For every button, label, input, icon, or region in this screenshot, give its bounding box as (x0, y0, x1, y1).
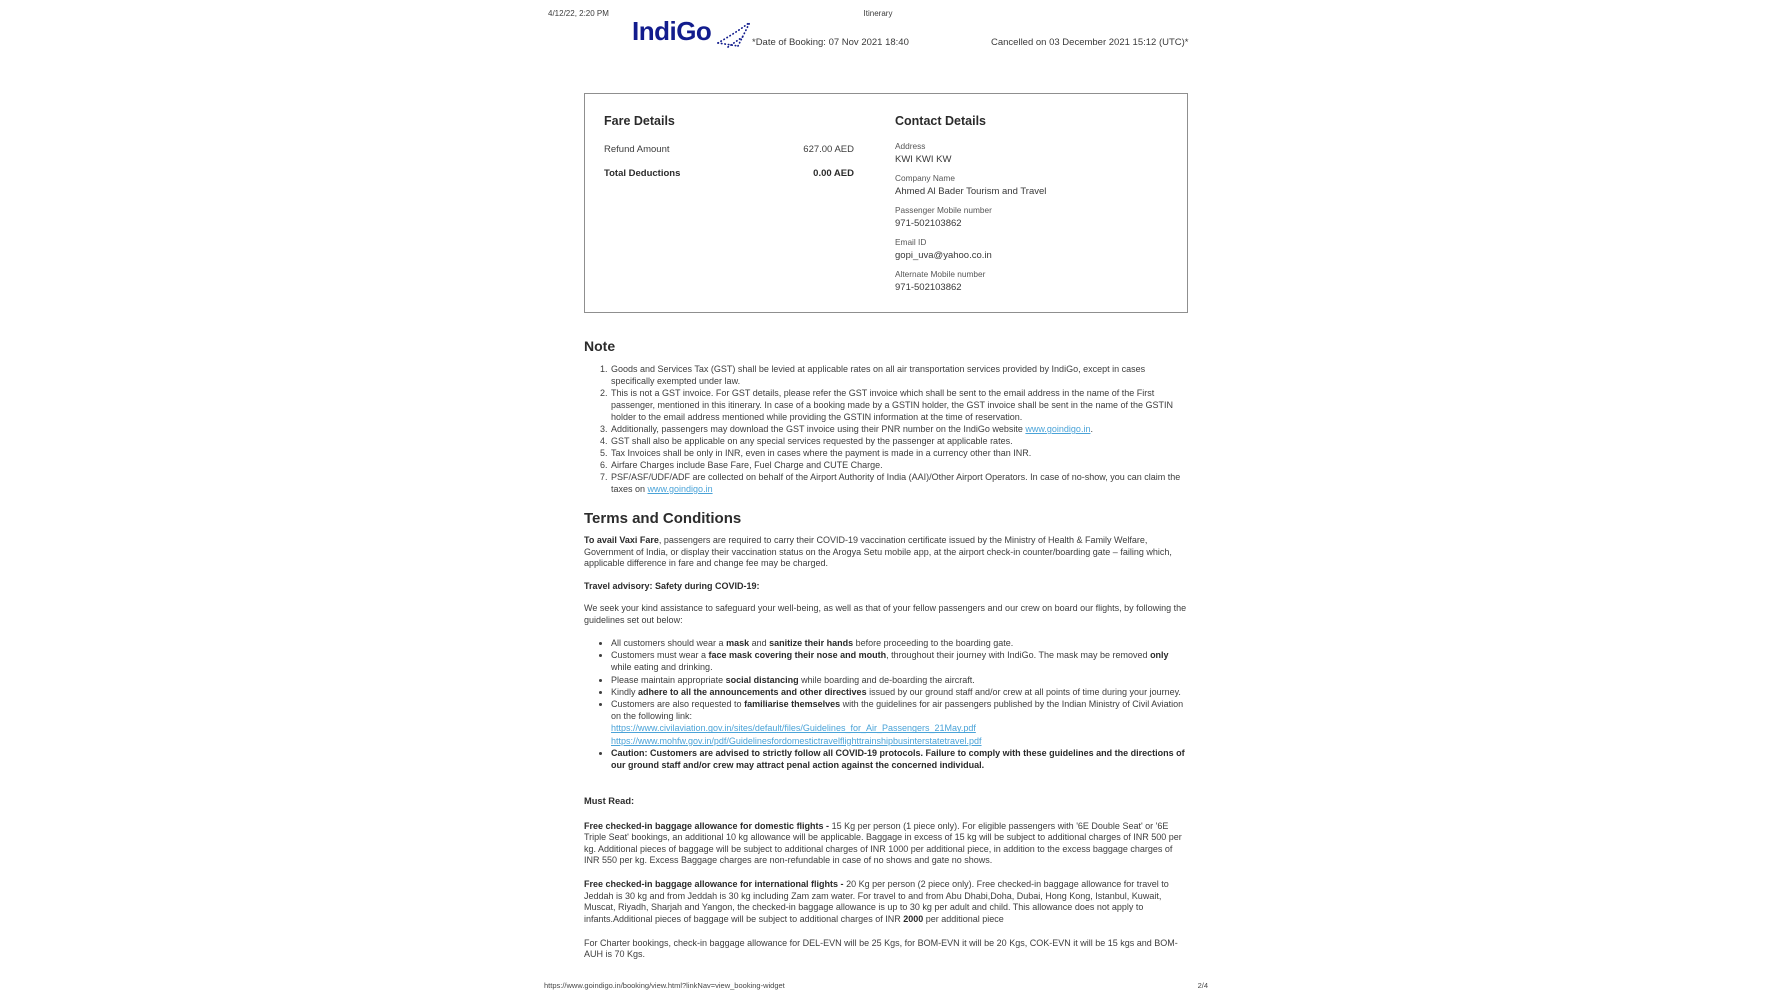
fare-row-value: 0.00 AED (813, 168, 854, 179)
cancelled-status: Cancelled on 03 December 2021 15:12 (UTC)* (991, 37, 1189, 48)
print-footer (544, 981, 1208, 990)
covid-guideline-item (611, 674, 1188, 686)
must-read-heading: Must Read: (584, 796, 635, 807)
text-segment: Additionally, passengers may download the GST invoice using their PNR number on the IndiGo website (611, 424, 1026, 434)
text-segment: , passengers are required to carry their COVID-19 vaccination certificate issued by the Ministry of Health & Family Welfare, Government of India, or display their vaccination status on the Arogya Setu mobile app, at the airport check-in counter/boarding gate – failing which, applicable difference in fare and change fee may be charged. (584, 535, 1172, 568)
text-segment: All customers should wear a (611, 638, 727, 648)
contact-field-label: Alternate Mobile number (895, 269, 986, 279)
text-segment: To avail Vaxi Fare (584, 535, 659, 545)
text-segment: issued by our ground staff and/or crew at all points of time during your journey. (866, 686, 1181, 697)
note-item (610, 471, 1188, 495)
text-segment: Customers must wear a (611, 650, 709, 661)
itinerary-header (548, 16, 1208, 56)
text-segment: Caution: Customers are advised to strictly follow all COVID-19 protocols. Failure to comply with these guidelines and the directions of our ground staff and/or crew may attract penal action against the concerned individual. (611, 747, 1185, 771)
contact-field-value: gopi_uva@yahoo.co.in (895, 249, 992, 261)
contact-field (895, 173, 1170, 197)
print-page (544, 0, 1208, 1000)
baggage-allowance-paragraphs (584, 821, 1188, 961)
text-segment: Please maintain appropriate (611, 674, 726, 685)
text-segment: 15 Kg per person (1 piece only). For eligible passengers with '6E Double Seat' or '6E Triple Seat' bookings, an additional 10 kg allowance will be applicable. Baggage in excess of 15 kg will be subject to additional charges of INR 500 per kg. Additional pieces of baggage will be subject to additional charges of INR 1000 per additional piece, in addition to the excess baggage charges of INR 550 per kg. Excess Baggage charges are non-refundable in case of no shows and gate no shows. (584, 820, 1182, 865)
footer-url: https://www.goindigo.in/booking/view.html?linkNav=view_booking-widget (544, 981, 785, 990)
covid-guideline-item (611, 747, 1188, 771)
text-segment: only (1150, 650, 1169, 661)
text-segment: GST shall also be applicable on any special services requested by the passenger at applicable rates. (611, 436, 1013, 446)
note-item (610, 459, 1188, 471)
text-segment: per additional piece (923, 913, 1004, 924)
contact-field-label: Passenger Mobile number (895, 205, 992, 215)
covid-guideline-item (611, 637, 1188, 649)
text-segment: 20 Kg per person (2 piece only). Free checked-in baggage allowance for travel to Jeddah is 30 kg and from Jeddah is 30 kg including Zam zam water. For travel to and from Abu Dhabi,Doha, Dubai, Hong Kong, Istanbul, Kuwait, Muscat, Riyadh, Sharjah and Yangon, the checked-in baggage allowance is up to 30 kg per adult and child. This allowance does not apply to infants.Additional pieces of baggage will be subject to additional charges of INR (584, 879, 1169, 924)
text-segment: before proceeding to the boarding gate. (853, 638, 1014, 648)
text-segment: Tax Invoices shall be only in INR, even in cases where the payment is made in a currency other than INR. (611, 448, 1032, 458)
text-segment: Free checked-in baggage allowance for domestic flights - (584, 820, 832, 831)
note-item (610, 423, 1188, 435)
contact-field-value: 971-502103862 (895, 217, 962, 229)
advisory-intro: We seek your kind assistance to safeguard your well-being, as well as that of your fellow passengers and our crew on board our flights, by following the guidelines set out below: (584, 603, 1187, 625)
text-segment: Free checked-in baggage allowance for international flights - (584, 879, 847, 890)
text-segment: . (1090, 424, 1093, 434)
contact-details-section (895, 114, 1170, 301)
travel-advisory-heading: Travel advisory: Safety during COVID-19: (584, 580, 760, 591)
contact-details-title: Contact Details (895, 114, 986, 128)
text-segment: and (749, 638, 770, 648)
text-segment: This is not a GST invoice. For GST details, please refer the GST invoice which shall be sent to the email address in the name of the First passenger, mentioned in this itinerary. In case of a booking made by a GSTIN holder, the GST invoice shall be sent in the name of the GSTIN holder to the email address mentioned while providing the GSTIN information at the time of reservation. (611, 388, 1173, 422)
text-segment: while boarding and de-boarding the aircraft. (798, 674, 975, 685)
indigo-logo (632, 16, 759, 55)
baggage-paragraph (584, 938, 1188, 961)
text-segment: , throughout their journey with IndiGo. The mask may be removed (886, 650, 1151, 661)
terms-title: Terms and Conditions (584, 510, 742, 527)
text-segment: while eating and drinking. (611, 662, 713, 673)
contact-field-label: Email ID (895, 237, 927, 247)
covid-guideline-item (611, 686, 1188, 698)
covid-guidelines-list (584, 637, 1188, 771)
text-segment: sanitize their hands (769, 638, 854, 648)
text-segment: 2000 (903, 913, 924, 924)
text-segment: social distancing (725, 674, 799, 685)
fare-row (604, 144, 854, 155)
fare-row-value: 627.00 AED (803, 144, 854, 155)
text-segment: face mask covering their nose and mouth (708, 650, 887, 661)
note-item (610, 447, 1188, 459)
contact-field-value: 971-502103862 (895, 281, 962, 293)
baggage-paragraph (584, 821, 1188, 867)
vaxi-fare-paragraph (584, 535, 1188, 570)
inline-link[interactable]: https://www.mohfw.gov.in/pdf/Guidelinesfordomestictravelflighttrainshipbusinterstatetravel.pdf (611, 735, 982, 746)
note-list (584, 363, 1188, 495)
text-segment: mask (726, 638, 750, 648)
text-segment: For Charter bookings, check-in baggage allowance for DEL-EVN will be 25 Kgs, for BOM-EVN it will be 20 Kgs, COK-EVN it will be 15 kgs and BOM-AUH is 70 Kgs. (584, 937, 1178, 960)
fare-details-section (604, 114, 854, 192)
booking-date: *Date of Booking: 07 Nov 2021 18:40 (752, 37, 909, 48)
contact-fields (895, 141, 1170, 293)
contact-field-label: Company Name (895, 173, 955, 183)
baggage-paragraph (584, 879, 1188, 925)
note-item (610, 435, 1188, 447)
contact-field (895, 237, 1170, 261)
inline-link[interactable]: www.goindigo.in (1025, 424, 1091, 434)
text-segment: Customers are also requested to (611, 699, 745, 710)
covid-guideline-item (611, 698, 1188, 747)
text-segment: Goods and Services Tax (GST) shall be levied at applicable rates on all air transportation services provided by IndiGo, except in cases specifically exempted under law. (611, 364, 1146, 386)
note-item (610, 387, 1188, 423)
contact-field (895, 141, 1170, 165)
contact-field (895, 205, 1170, 229)
contact-field-value: KWI KWI KW (895, 153, 952, 165)
fare-rows (604, 144, 854, 179)
text-segment: with the guidelines for air passengers published by the Indian Ministry of Civil Aviation on the following link: (611, 699, 1184, 722)
contact-field (895, 269, 1170, 293)
text-segment: familiarise themselves (744, 699, 841, 710)
indigo-wordmark: IndiGo (632, 16, 712, 46)
fare-row-label: Total Deductions (604, 168, 681, 179)
text-segment: PSF/ASF/UDF/ADF are collected on behalf of the Airport Authority of India (AAI)/Other Airport Operators. In case of no-show, you can claim the taxes on (611, 472, 1181, 494)
covid-guideline-item (611, 649, 1188, 673)
document-body (584, 313, 1188, 961)
fare-contact-box (584, 93, 1188, 313)
text-segment: adhere to all the announcements and other directives (638, 686, 867, 697)
inline-link[interactable]: https://www.civilaviation.gov.in/sites/default/files/Guidelines_for_Air_Passengers_21May.pdf (611, 723, 976, 734)
inline-link[interactable]: www.goindigo.in (647, 484, 713, 494)
fare-details-title: Fare Details (604, 114, 675, 128)
contact-field-label: Address (895, 141, 926, 151)
text-segment: Kindly (611, 686, 639, 697)
note-item (610, 363, 1188, 387)
fare-row (604, 168, 854, 179)
print-timestamp: 4/12/22, 2:20 PM (548, 9, 609, 18)
page-number: 2/4 (1197, 981, 1208, 990)
text-segment: Airfare Charges include Base Fare, Fuel Charge and CUTE Charge. (611, 460, 883, 470)
print-title: Itinerary (863, 9, 893, 18)
note-title: Note (584, 338, 616, 354)
contact-field-value: Ahmed Al Bader Tourism and Travel (895, 185, 1047, 197)
fare-row-label: Refund Amount (604, 144, 670, 155)
